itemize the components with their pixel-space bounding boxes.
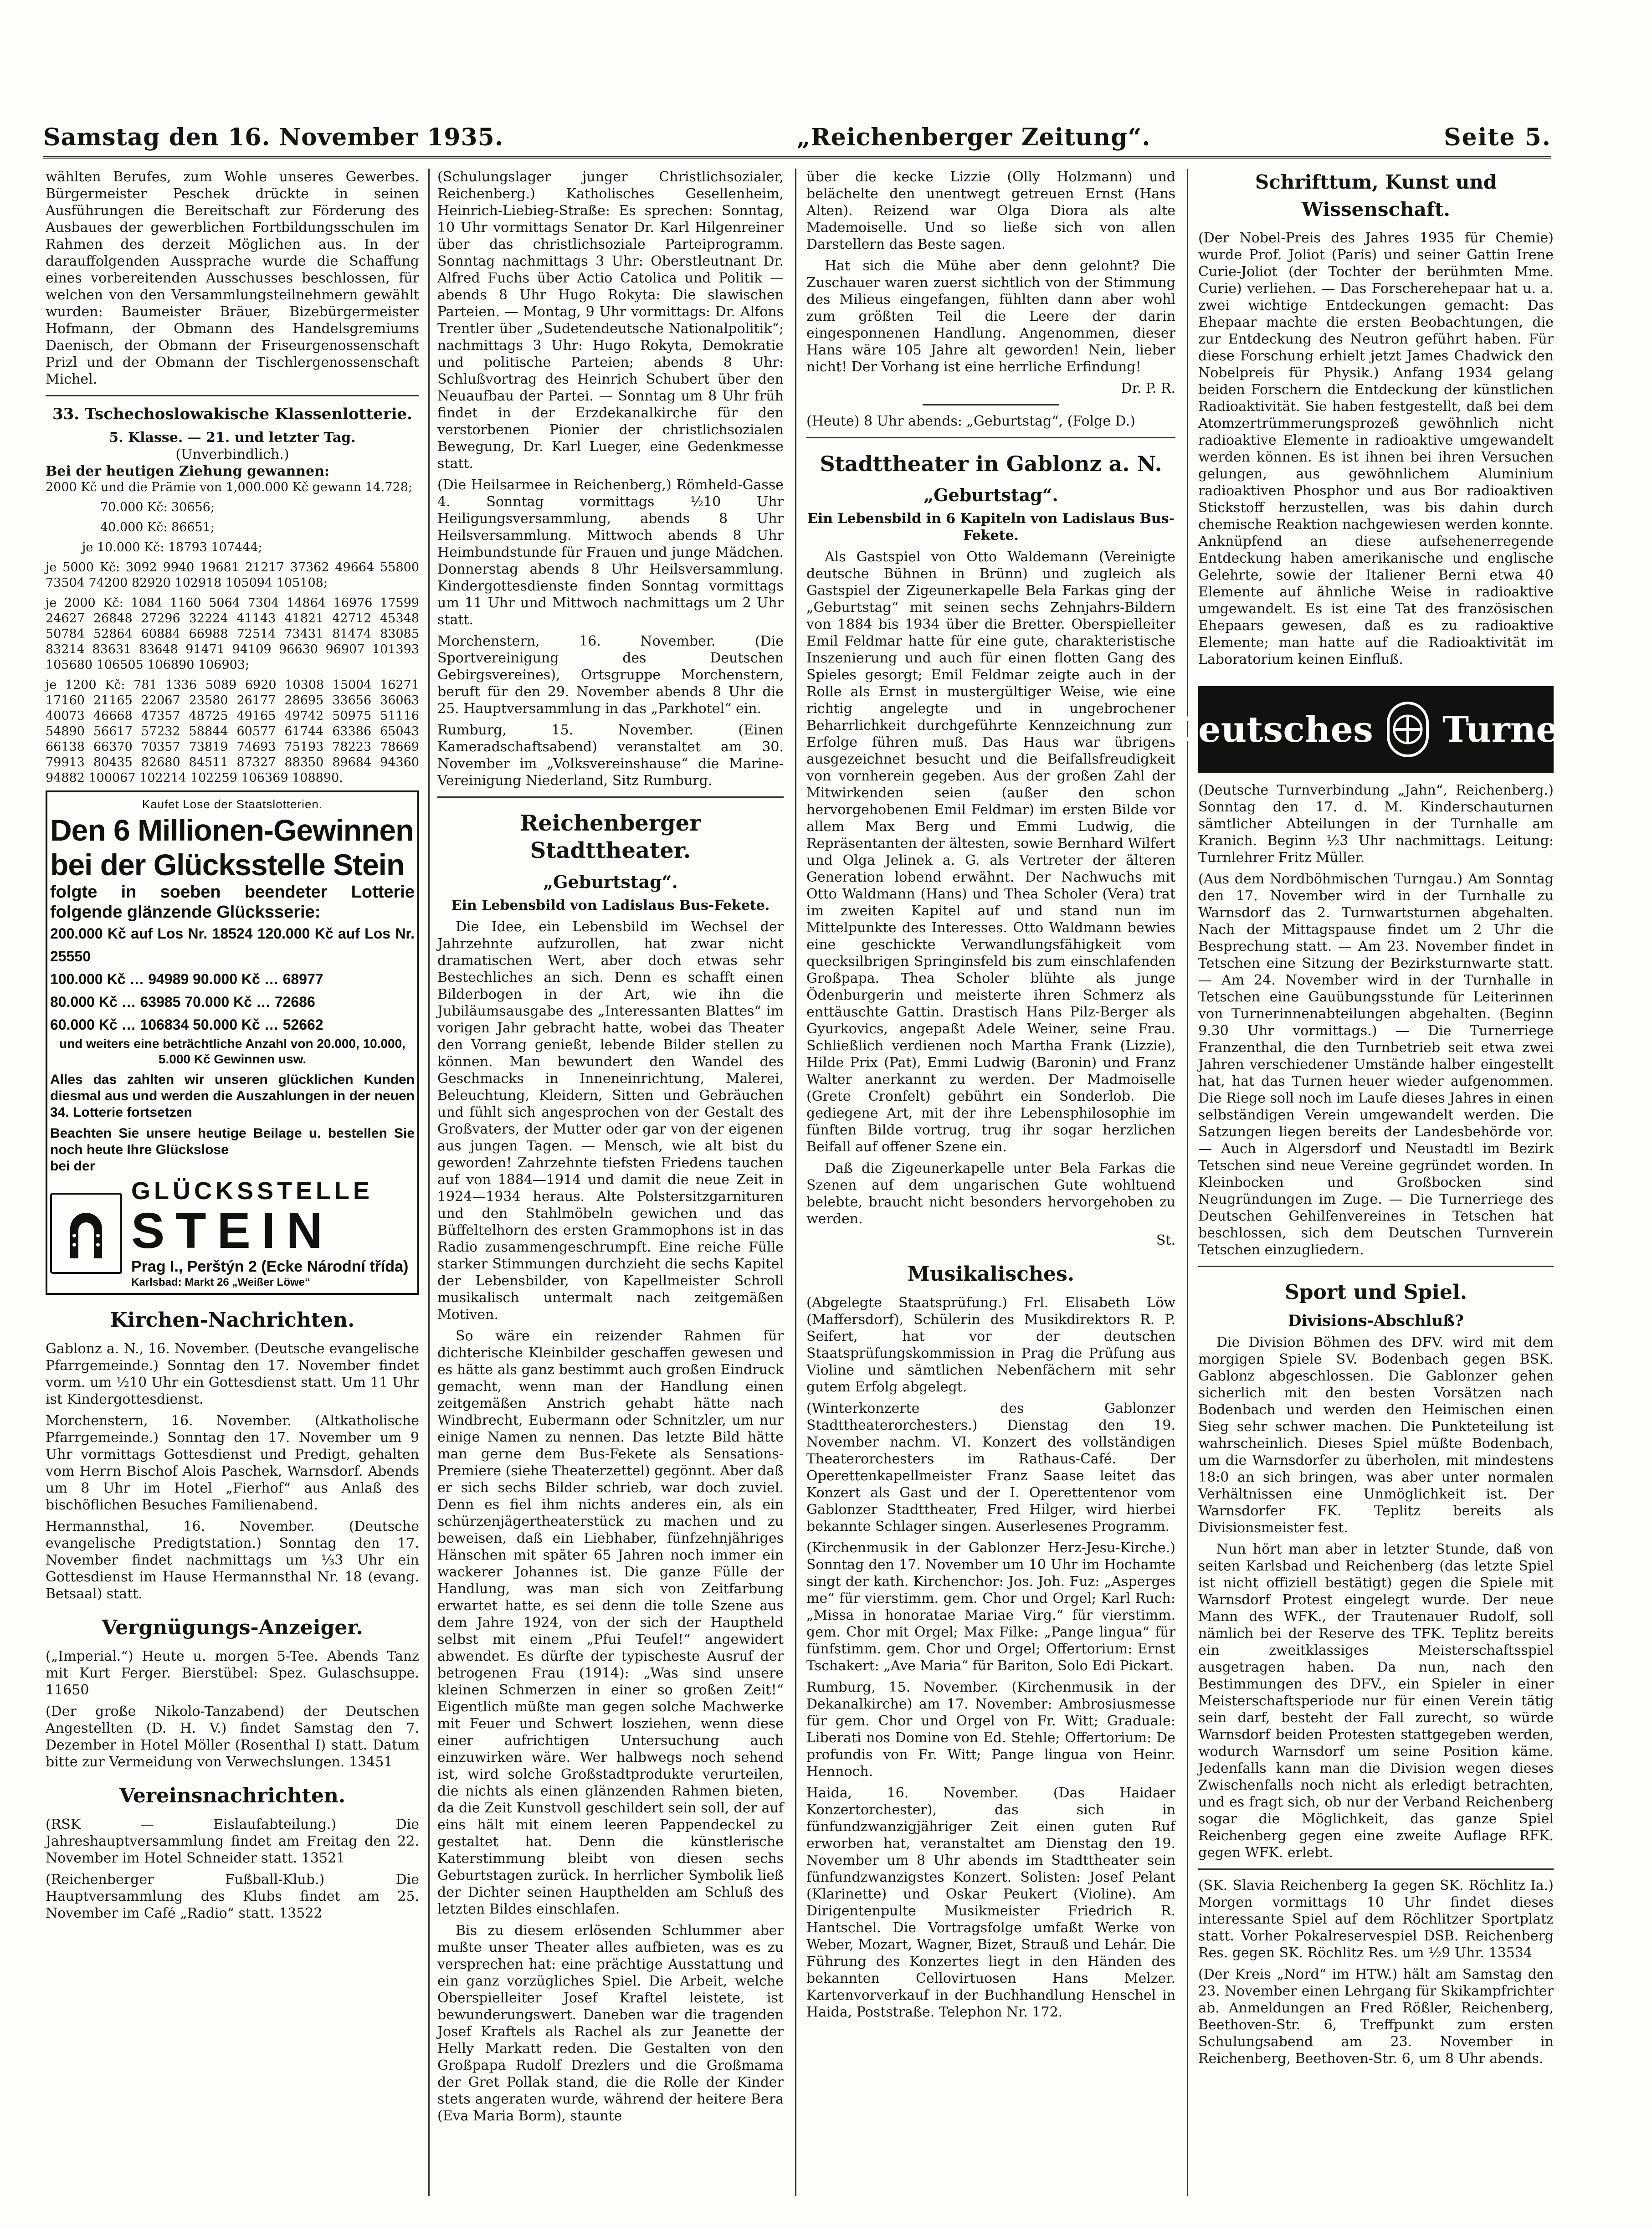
notice-item: (Die Heilsarmee in Reichenberg,) Römheld-Gasse 4. Sonntag vormittags ½10 Uhr Heiligungsversammlung, abends 8 Uhr Heilsversammlung. Mittwoch abends 8 Uhr Heimbundstunde für Frauen und junge Mädchen. Donnerstag abends 8 Uhr Heilsversammlung. Kindergottesdienste finden Sonntag vormittags um 11 Uhr und Mittwoch nachmittags um 2 Uhr statt. xyxy=(437,477,784,628)
section-rule xyxy=(1198,1266,1554,1267)
lottery-intro: Bei der heutigen Ziehung gewannen: xyxy=(46,463,330,479)
lottery-row: je 2000 Kč: 1084 1160 5064 7304 14864 16976 17599 24627 26848 27296 32224 41143 41821 42712 45348 50784 52864 60884 66988 72514 73431 81474 83085 83214 83631 83648 91471 94109 96630 96907 101393 105680 106505 106890 106903; xyxy=(46,596,419,672)
notice-item: (Schulungslager junger Christlichsozialer, Reichenberg.) Katholisches Gesellenheim, Heinrich-Liebieg-Straße: Es sprechen: Sonntag, 10 Uhr vormittags Senator Dr. Karl Hilgenreiner über das christlichsoziale Parteiprogramm. Sonntag nachmittags 3 Uhr: Oberstleutnant Dr. Alfred Fuchs über Actio Catolica und Politik — abends 8 Uhr Hugo Rokyta: Die slawischen Parteien. — Montag, 9 Uhr vormittags: Dr. Alfons Trentler über „Sudetendeutsche Nationalpolitik“; nachmittags 3 Uhr: Hugo Rokyta, Demokratie und politische Parteien; abends 8 Uhr: Schlußvortrag des Heinrich Schubert über den Neuaufbau der Partei. — Sonntag um 8 Uhr früh findet in der Erzdekanalkirche für den verstorbenen Pionier der christlichsozialen Bewegung, Dr. Karl Lueger, eine Gedenkmesse statt. xyxy=(437,169,784,472)
ad-brand-block xyxy=(50,1177,415,1289)
ad-bei-der: bei der xyxy=(50,1159,95,1174)
ad-top-line: Kaufet Lose der Staatslotterien. xyxy=(142,797,323,811)
play-title: „Geburtstag“. xyxy=(543,872,678,892)
notice-item: Nun hört man aber in letzter Stunde, daß von seiten Karlsbad und Reichenberg (das letzte Spiel ist nicht offiziell bestätigt) gegen die Spiele mit Warnsdorf Protest eingelegt wurde. Der neue Mann des WFK., der Trautenauer Rudolf, soll nämlich bei der Reserve des TFK. Teplitz bereits ein zweitklassiges Meisterschaftsspiel ausgetragen haben. Da nun, nach den Bestimmungen des DFV., ein Spieler in einer Meisterschaftsperiode nur für einen Verein tätig sein darf, besteht der Fall zurecht, so würde Warnsdorf beiden Protesten stattgegeben werden, wodurch Warnsdorf um seine Position käme. Jedenfalls kann man die Division wegen dieses Zwischenfalls noch nicht als erledigt betrachten, und es fragt sich, ob nur der Verband Reichenberg sogar die Möglichkeit, das ganze Spiel Reichenberg gegen eine zweite Auflage RFK. gegen WFK. erlebt. xyxy=(1198,1541,1554,1861)
article-continuation: wählten Berufes, zum Wohle unseres Gewerbes. Bürgermeister Peschek drückte in seinen Ausführungen die Bereitschaft zur Förderung des Ausbaues der gewerblichen Fortbildungsschulen im Rahmen des derzeit Möglichen aus. In der darauffolgenden Aussprache wurde die Schaffung eines vorbereitenden Ausschusses beschlossen, für welchen von den Versammlungsteilnehmern gewählt wurden: Baumeister Bräuer, Bizebürgermeister Hofmann, der Obmann des Handelsgremiums Daenisch, der Obmann der Friseurgenossenschaft Prizl und der Obmann der Tischlergenossenschaft Michel. xyxy=(46,169,419,387)
ad-beilage: Beachten Sie unsere heutige Beilage u. bestellen Sie noch heute Ihre Glückslose xyxy=(50,1126,415,1157)
banner-left-text: Deutsches xyxy=(1167,708,1373,750)
review-paragraph: über die kecke Lizzie (Olly Holzmann) und belächelte den unentwegt getreuen Ernst (Hans Alten). Reizend war Olga Diora als alte Mademoiselle. Und so ließe sich von allen Darstellern das Beste sagen. xyxy=(806,169,1175,252)
column-1 xyxy=(46,169,419,2187)
review-signature: Dr. P. R. xyxy=(1121,380,1175,396)
review-paragraph: Hat sich die Mühe aber denn gelohnt? Die Zuschauer waren zuerst sichtlich von der Stimmung des Milieus eingefangen, fühlten dann aber wohl zum größten Teil die Leere der darin eingesponnenen Handlung. Angenommen, dieser Hans wäre 105 Jahre alt geworden! Nein, lieber nicht! Der Vorhang ist eine herrliche Erfindung! xyxy=(806,258,1175,375)
notice-item: Die Division Böhmen des DFV. wird mit dem morgigen Spiele SV. Bodenbach gegen BSK. Gablonz abgeschlossen. Die Gablonzer gehen sicherlich mit den besten Vorsätzen nach Bodenbach und werden den Heimischen einen Sieg sehr schwer machen. Die Punkteteilung ist wahrscheinlich. Dieses Spiel müßte Bodenbach, um die Warnsdorfer zu überholen, mit mindestens 18:0 an sich bringen, was aber unter normalen Verhältnissen eine Unmöglichkeit ist. Der Warnsdorfer FK. Teplitz bereits als Divisionsmeister fest. xyxy=(1198,1334,1554,1536)
section-rule xyxy=(437,796,784,798)
ad-brand-name-large: STEIN xyxy=(131,1203,333,1259)
notice-item: (SK. Slavia Reichenberg Ia gegen SK. Röchlitz Ia.) Morgen vormittags 10 Uhr findet dieses interessante Spiel auf dem Röchlitzer Sportplatz statt. Vorher Pokalreservespiel DSB. Reichenberg Res. gegen SK. Röchlitz Res. um ½9 Uhr. 13534 xyxy=(1198,1878,1554,1961)
notice-item: (RSK — Eislaufabteilung.) Die Jahreshauptversammlung findet am Freitag den 22. November im Hotel Schneider statt. 13521 xyxy=(46,1816,419,1866)
play-subtitle: Ein Lebensbild von Ladislaus Bus-Fekete. xyxy=(451,898,770,913)
review-signature: St. xyxy=(1156,1232,1175,1248)
column-divider xyxy=(1187,169,1188,2196)
column-4 xyxy=(1167,169,1585,2187)
page-header xyxy=(43,119,1551,151)
newspaper-title: „Reichenberger Zeitung“. xyxy=(796,123,1151,151)
play-title: „Geburtstag“. xyxy=(923,485,1058,505)
lottery-row: 2000 Kč und die Prämie von 1,000.000 Kč gewann 14.728; xyxy=(46,480,413,494)
section-subtitle: Divisions-Abschluß? xyxy=(1288,1312,1464,1330)
section-title: Schrifttum, Kunst und Wissenschaft. xyxy=(1255,171,1497,221)
notice-item: Rumburg, 15. November. (Kirchenmusik in der Dekanalkirche) am 17. November: Ambrosiusmesse für gem. Chor und Orgel von Fr. Witt; Graduale: Liberati nos Domine von Ed. Stehle; Offertorium: De profundis von Fr. Witt; Pange lingua von Heinr. Hennoch. xyxy=(806,1679,1175,1780)
column-2 xyxy=(437,169,784,2187)
ad-win-list xyxy=(50,922,415,1036)
ad-more-wins: und weiters eine beträchtliche Anzahl von 20.000, 10.000, 5.000 Kč Gewinnen usw. xyxy=(59,1037,405,1066)
lottery-row: 70.000 Kč: 30656; xyxy=(100,500,215,514)
review-paragraph: Die Idee, ein Lebensbild im Wechsel der Jahrzehnte aufzurollen, hat zwar nicht dramatischen Wert, aber doch etwas sehr Bestechliches an sich. Denn es schafft einen Bilderbogen in der Art, wie ihn die Jubiläumsausgabe des „Interessanten Blattes“ im vorigen Jahr gebracht hatte, wobei das Theater den Vorrang genießt, lebende Bilder stellen zu können. Man bewundert den Wandel des Geschmacks in Inneneinrichtung, Malerei, Beleuchtung, Kleidern, Sitten und Gebräuchen und fühlt sich angesprochen von der Gestalt des Großvaters, der Mutter oder gar von der eigenen aus jungen Tagen. — Mensch, wie alt bist du geworden! Zahrzehnte tiefsten Friedens tauchen auf von 1884—1914 und damit die neue Zeit in 1924—1934 heraus. Alte Polstersitzgarnituren und den Stahlmöbeln gewichen und das Büffeltelhorn des ersten Grammophons ist in das Radio zusammengeschrumpft. Eine reiche Fülle starker Stimmungen durchzieht die sechs Kapitel der Lebensbilder, von Kapellmeister Schroll musikalisch untermalt nach zeitgemäßen Motiven. xyxy=(437,919,784,1323)
review-paragraph: So wäre ein reizender Rahmen für dichterische Kleinbilder geschaffen gewesen und es hätte als ganz bestimmt auch großen Eindruck gemacht, wenn man der Handlung einen zeitgemäßen Anstrich gehabt hätte nach Windbrecht, Eubermann oder Schnitzler, um nur einige Namen zu nennen. Das letzte Bild hätte man gerne dem Bus-Fekete als Sensations-Premiere (siehe Theaterzettel) gegönnt. Aber daß er sich sechs Bilder schrieb, war doch zuviel. Denn es fiel ihm nichts anderes ein, als ein schürzenjägertheaterstück zu machen und zu beweisen, daß ein Liebhaber, fünfzehnjähriges Hänschen mit später 65 Jahren noch immer ein wackerer Johannes ist. Die ganze Fülle der Handlung, was man sich von Zeitfarbung erwartet hatte, es sei denn die tolle Szene aus dem Jahre 1924, von der sich der Hauptheld selbst mit einem „Pfui Teufel!“ angewidert abwendet. Es dürfte der typischeste Ausruf der betrogenen Frau (1914): „Was sind unsere kleinen Schmerzen in einer so großen Zeit!“ Eigentlich müßte man gegen solche Machwerke mit Feuer und Schwert losziehen, wenn diese einer aufrichtigen Untersuchung auch einzuwirken wäre. Wer halbwegs noch sehend ist, wird solche Großstadtprodukte verurteilen, die nichts als einen glänzenden Rahmen bieten, da die Zeit Kunstvoll geschildert sein soll, der auf eins hält mit einem leeren Pappendeckel zu gestaltet hat. Denn die künstlerische Katerstimmung bleibt von diesen sechs Geburtstagen zurück. In herrlicher Symbolik ließ der Dichter seinen Haupthelden am Schluß des letzten Bildes einschlafen. xyxy=(437,1328,784,1917)
header-rule xyxy=(43,156,1551,159)
ad-headline: bei der Glücksstelle Stein xyxy=(50,848,405,882)
lottery-note: (Unverbindlich.) xyxy=(175,446,289,462)
section-title: Kirchen-Nachrichten. xyxy=(110,1308,355,1332)
ad-brand-text xyxy=(131,1177,408,1289)
notice-item: Haida, 16. November. (Das Haidaer Konzertorchester), das sich in fünfundzwanzigjähriger Zeit einen guten Ruf erworben hat, veranstaltet am Dienstag den 19. November um 8 Uhr abends im Stadttheater sein fünfundzwanzigstes Konzert. Solisten: Josef Pelant (Klarinette) und Oskar Peukert (Violine). Am Dirigentenpulte Musikmeister Friedrich R. Hantschel. Die Vortragsfolge umfaßt Werke von Weber, Mozart, Wagner, Bizet, Strauß und Lehár. Die Führung des Konzertes liegt in den Händen des bekannten Cellovirtuosen Hans Melzer. Kartenvorverkauf in der Buchhandlung Henschel in Haida, Poststraße. Telephon Nr. 172. xyxy=(806,1785,1175,2020)
lottery-row: 40.000 Kč: 86651; xyxy=(100,520,215,534)
section-title: Sport und Spiel. xyxy=(1284,1281,1467,1304)
notice-item: Hermannsthal, 16. November. (Deutsche evangelische Predigtstation.) Sonntag den 17. November findet nachmittags um ⅓3 Uhr ein Gottesdienst im Hause Hermannsthal Nr. 18 (evang. Betsaal) statt. xyxy=(46,1519,419,1602)
lottery-advertisement xyxy=(46,790,419,1295)
ad-headline: Den 6 Millionen-Gewinnen xyxy=(50,813,414,847)
section-title: Stadttheater in Gablonz a. N. xyxy=(820,452,1162,476)
section-title: Vereinsnachrichten. xyxy=(119,1784,346,1807)
short-rule xyxy=(923,404,1059,405)
notice-item: (Der Kreis „Nord“ im HTW.) hält am Samstag den 23. November einen Lehrgang für Skikampfrichter ab. Anmeldungen an Fred Rößler, Reichenberg, Beethoven-Str. 6, Treffpunkt zum ersten Schulungsabend am 23. November in Reichenberg, Beethoven-Str. 6, um 8 Uhr abends. xyxy=(1198,1966,1554,2067)
notice-item: Morchenstern, 16. November. (Die Sportvereinigung des Deutschen Gebirgsvereines), Ortsgruppe Morchenstern, beruft für den 29. November abends 8 Uhr die 25. Hauptversammlung in das „Parkhotel“ ein. xyxy=(437,633,784,717)
review-paragraph: Daß die Zigeunerkapelle unter Bela Farkas die Szenen auf dem ungarischen Gute wohltuend belebte, braucht nicht besonders hervorgehoben zu werden. xyxy=(806,1160,1175,1227)
notice-item: (Kirchenmusik in der Gablonzer Herz-Jesu-Kirche.) Sonntag den 17. November um 10 Uhr im Hochamte singt der kath. Kirchenchor: Jos. Joh. Fuz: „Asperges me“ für vierstimm. gem. Chor und Orgel; Karl Ruch: „Missa in honoratae Mariae Virg.“ für vierstimm. gem. Chor mit Orgel; Max Filke: „Pange lingua“ für fünfstimm. gem. Chor und Orgel; Offertorium: Ernst Tschakert: „Ave Maria“ für Bariton, Solo Edi Pickart. xyxy=(806,1540,1175,1674)
lottery-title: 33. Tschechoslowakische Klassenlotterie. xyxy=(52,405,413,423)
notice-item: (Deutsche Turnverbindung „Jahn“, Reichenberg.) Sonntag den 17. d. M. Kinderschauturnen sämtlicher Abteilungen in der Turnhalle am Kranich. Beginn ½3 Uhr nachmittags. Leitung: Turnlehrer Fritz Müller. xyxy=(1198,782,1554,866)
notice-item: („Imperial.“) Heute u. morgen 5-Tee. Abends Tanz mit Kurt Ferger. Bierstübel: Spez. Gulaschsuppe. 11650 xyxy=(46,1648,419,1698)
ad-brand-name: GLÜCKSSTELLE xyxy=(131,1177,374,1205)
review-paragraph: Als Gastspiel von Otto Waldemann (Vereinigte deutsche Bühnen in Brünn) und zugleich als Gastspiel der Zigeunerkapelle Bela Farkas ging der „Geburtstag“ mit seinen sechs Zehnjahrs-Bildern von 1884 bis 1934 über die Bretter. Oberspielleiter Emil Feldmar hatte für eine gute, charakteristische Inszenierung und auch für einen flotten Gang des Spieles gesorgt; Emil Feldmar zeigte auch in der Rolle als Ernst in mustergültiger Weise, wie eine richtig angelegte und in ungebrochener Beharrlichkeit durchgeführte Kennzeichnung zum Erfolge führen muß. Das Haus war übrigens ausgezeichnet besucht und die Beifallsfreudigkeit von vornherein gegeben. Aus der großen Zahl der Mitwirkenden seien (außer den schon hervorgehobenen Emil Feldmar) im ersten Bilde vor allem Max Berg und Emmi Ludwig, die Repräsentanten der ältesten, sowie Bernhard Wilfert und Olga Jelinek a. G. als Vertreter der älteren Generation lobend erwähnt. Der Nachwuchs mit Otto Waldmann (Hans) und Thea Scholer (Vera) trat im zweiten Kapitel auf und stand nun im Mittelpunkte des Interesses. Otto Waldmann bewies eine geschickte Verwandlungsfähigkeit vom quecksilbrigen Springinsfeld bis zum einschlafenden Großpapa. Thea Scholer blühte als junge Ödenburgerin und meisterte ihren Schmerz als enttäuschte Gattin. Drastisch Hans Pilz-Berger als Gyurkovics, angepaßt Adele Weiner, seine Frau. Schließlich verdienen noch Martha Frank (Lizzie), Hilde Prix (Pat), Emmi Ludwig (Baronin) und Franz Walter anerkannt zu werden. Der Madmoiselle (Grete Cronfelt) gebührt ein Sonderlob. Die gediegene Art, mit der ihre Lebensphilosophie im fünften Bilde vortrug, trug ihr sogar herzlichen Beifall auf offener Szene ein. xyxy=(806,549,1175,1155)
lottery-class: 5. Klasse. — 21. und letzter Tag. xyxy=(109,430,356,446)
notice-item: (Winterkonzerte des Gablonzer Stadttheaterorchesters.) Dienstag den 19. November nachm. VI. Konzert des vollständigen Theaterorchesters im Rathaus-Café. Der Operettenkapellmeister Franz Saase leitet das Konzert als Gast und der I. Operettentenor vom Gablonzer Stadttheater, Fred Hilger, wird hierbei bekannte Schlager singen. Auserlesenes Programm. xyxy=(806,1401,1175,1534)
lottery-row: je 5000 Kč: 3092 9940 19681 21217 37362 49664 55800 73504 74200 82920 102918 105094 105108; xyxy=(46,560,419,590)
banner-right-text: Turnen xyxy=(1442,708,1585,750)
column-divider xyxy=(428,169,430,2196)
notice-item: (Reichenberger Fußball-Klub.) Die Hauptversammlung des Klubs findet am 25. November im Café „Radio“ statt. 13522 xyxy=(46,1872,419,1921)
lottery-results xyxy=(46,480,419,786)
section-title: Musikalisches. xyxy=(907,1262,1075,1286)
turnen-banner xyxy=(1167,686,1585,773)
lottery-row: je 1200 Kč: 781 1336 5089 6920 10308 15004 16271 17160 21165 22067 23580 26177 28695 33656 36063 40073 46668 47357 48725 49165 49742 50975 51116 54890 56617 57232 58844 60577 61744 63386 65043 66138 66370 70357 73819 74693 75193 78223 78669 79913 80435 82680 84511 87327 88350 89684 94360 94882 100067 102214 102259 106369 108890. xyxy=(46,678,419,785)
notice-item: (Der Nobel-Preis des Jahres 1935 für Chemie) wurde Prof. Joliot (Paris) und seiner Gattin Irene Curie-Joliot (der Tochter der berühmten Mme. Curie) verliehen. — Das Forscherehepaar hat u. a. zwei wichtige Entdeckungen gemacht: Das Ehepaar machte die ersten Beobachtungen, die zur Entdeckung des Neutron geführt haben. Für diese Forschung erhielt jetzt James Chadwick den Nobelpreis für Physik.) Anfang 1934 gelang beiden Forschern die Entdeckung der künstlichen Radioaktivität. Sie haben festgestellt, daß bei dem Atomzertrümmerungsprozeß gewöhnlich nicht radioaktive Elemente in radioaktive umgewandelt werden können. Es ist ihnen bei ihren Versuchen gelungen, aus gewöhnlichem Aluminium radioaktiven Phosphor und aus Bor radioaktiven Stickstoff herzustellen, was bis dahin durch chemische Reaktion nachgewiesen werden konnte. Anknüpfend an diese aufsehenerregende Entdeckung haben amerikanische und englische Gelehrte, sowie der Italiener Berni etwa 40 Elemente auf ähnliche Weise in radioaktive umgewandelt. Es ist eine Tat des französischen Ehepaars gewesen, daß es zu radioaktive Elemente; man hatte auf die Radioaktivität im Laboratorium keinen Einfluß. xyxy=(1198,230,1554,667)
notice-item: (Der große Nikolo-Tanzabend) der Deutschen Angestellten (D. H. V.) findet Samstag den 7. Dezember in Hotel Möller (Rosenthal I) statt. Datum bitte zur Vermeidung von Verwechslungen. 13451 xyxy=(46,1704,419,1770)
page-number: Seite 5. xyxy=(1444,123,1551,151)
column-divider xyxy=(795,169,796,2196)
ad-address: Prag I., Perštýn 2 (Ecke Národní třída) xyxy=(131,1258,409,1275)
ad-branch: Karlsbad: Markt 26 „Weißer Löwe“ xyxy=(131,1276,310,1288)
notice-item: (Abgelegte Staatsprüfung.) Frl. Elisabeth Löw (Maffersdorf), Schülerin des Musikdirektors R. P. Seifert, hat vor der deutschen Staatsprüfungskommission in Prag die Prüfung aus Violine und sämtlichen Nebenfächern mit sehr gutem Erfolg abgelegt. xyxy=(806,1295,1175,1395)
turner-cross-icon xyxy=(1387,702,1429,757)
lottery-row: je 10.000 Kč: 18793 107444; xyxy=(82,540,262,554)
notice-item: Gablonz a. N., 16. November. (Deutsche evangelische Pfarrgemeinde.) Sonntag den 17. November findet vorm. um ½10 Uhr ein Gottesdienst statt. Um 11 Uhr ist Kindergottesdienst. xyxy=(46,1341,419,1407)
notice-item: Rumburg, 15. November. (Einen Kameradschaftsabend) veranstaltet am 30. November im „Volksvereinshause“ die Marine-Vereinigung Niederland, Sitz Rumburg. xyxy=(437,722,784,789)
ad-win-row: 200.000 Kč auf Los Nr. 18524 120.000 Kč auf Los Nr. 25550 xyxy=(50,925,415,965)
section-title: Vergnügungs-Anzeiger. xyxy=(102,1616,363,1639)
review-paragraph: Bis zu diesem erlösenden Schlummer aber mußte unser Theater alles aufbieten, was es zu versprechen hat: eine prächtige Ausstattung und ein ganz vorzügliches Spiel. Die Arbeit, welche Oberspielleiter Josef Kraftel leistete, ist bewunderungswert. Daneben war die tragenden Josef Kraftels als Rachel als zur Jeanette der Helly Markatt reden. Die Gestalten von den Großpapa Rudolf Drezlers und die Großmama der Gret Pollak stand, die die Rolle der Kinder stets angeraten wurde, während der heitere Bera (Eva Maria Borm), staunte xyxy=(437,1923,784,2124)
ad-subheadline: folgte in soeben beendeter Lotterie folgende glänzende Glücksserie: xyxy=(50,883,415,922)
notice-item: (Heute) 8 Uhr abends: „Geburtstag“, (Folge D.) xyxy=(806,413,1135,429)
horseshoe-logo-icon xyxy=(50,1193,122,1274)
section-rule xyxy=(46,395,419,396)
section-rule xyxy=(1198,1868,1554,1870)
notice-item: (Aus dem Nordböhmischen Turngau.) Am Sonntag den 17. November wird in der Turnhalle zu Warnsdorf das 2. Turnwartsturnen abgehalten. Nach der Mittagspause findet um 2 Uhr die Besprechung statt. — Am 23. November findet in Tetschen eine Sitzung der Bezirksturnwarte statt. — Am 24. November wird in der Turnhalle in Tetschen eine Gauübungsstunde für Leiterinnen von Turnerinnenabteilungen abgehalten. (Beginn 9.30 Uhr vormittags.) — Die Turnerriege Franzenthal, die den Turnbetrieb seit etwa zwei Jahren verschiedener Umstände halber eingestellt hat, hat das Turnen heuer wieder aufgenommen. Die Riege soll noch im Laufe dieses Jahres in einen selbständigen Verein umgewandelt werden. Die Satzungen liegen bereits der Landesbehörde vor. — Auch in Algersdorf und Neustadtl im Bezirk Tetschen sind neue Vereine gegründet worden. In Kleinbocken und Großbocken sind Neugründungen im Zuge. — Die Turnerriege des Deutschen Gehilfenvereines in Tetschen hat beschlossen, sich dem Deutschen Turnverein Tetschen einzugliedern. xyxy=(1198,871,1554,1258)
column-3 xyxy=(806,169,1175,2187)
section-rule xyxy=(806,437,1175,438)
ad-win-row: 60.000 Kč … 106834 50.000 Kč … 52662 xyxy=(50,1016,323,1033)
ad-win-row: 80.000 Kč … 63985 70.000 Kč … 72686 xyxy=(50,994,315,1010)
section-title: Reichenberger Stadttheater. xyxy=(520,811,701,863)
play-subtitle: Ein Lebensbild in 6 Kapiteln von Ladislaus Bus-Fekete. xyxy=(807,511,1175,544)
notice-item: Morchenstern, 16. November. (Altkatholische Pfarrgemeinde.) Sonntag den 17. November um 9 Uhr vormittags Gottesdienst und Predigt, gehalten vom Herrn Bischof Alois Paschek, Warnsdorf. Abends um 8 Uhr im Hotel „Fierhof“ aus Anlaß des bischöflichen Besuches Familienabend. xyxy=(46,1413,419,1513)
ad-notice: Alles das zahlten wir unseren glücklichen Kunden diesmal aus und werden die Auszahlungen in der neuen 34. Lotterie fortsetzen xyxy=(50,1072,415,1120)
issue-date: Samstag den 16. November 1935. xyxy=(43,123,503,151)
ad-win-row: 100.000 Kč … 94989 90.000 Kč … 68977 xyxy=(50,971,323,987)
